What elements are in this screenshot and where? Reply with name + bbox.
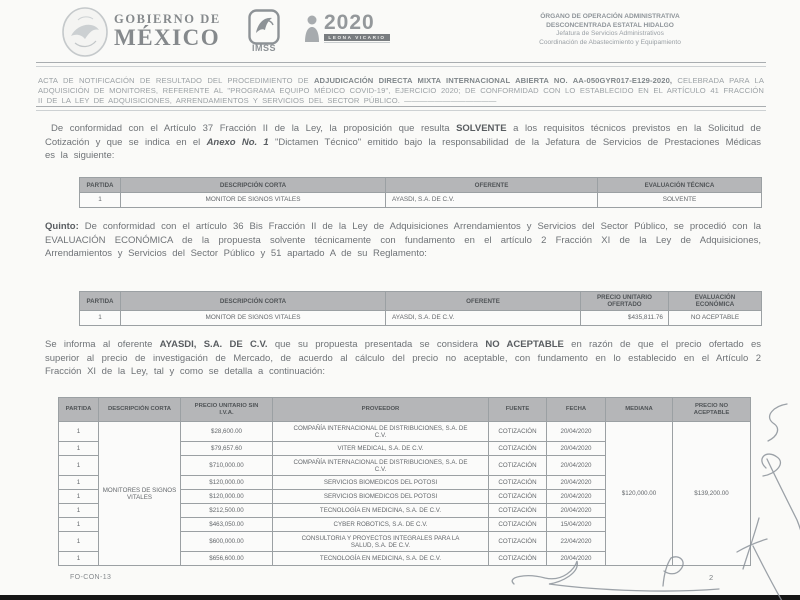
office-line4: Coordinación de Abastecimiento y Equipamiento: [539, 38, 681, 46]
cell-precio-no-aceptable-merged: $139,200.00: [673, 422, 751, 566]
cell-proveedor: TECNOLOGÍA EN MEDICINA, S.A. DE C.V.: [273, 504, 489, 518]
mexico-eagle-seal-icon: [60, 6, 110, 58]
col-evaluacion-tecnica: EVALUACIÓN TÉCNICA: [598, 178, 762, 193]
cell-descripcion-merged: MONITORES DE SIGNOS VITALES: [99, 422, 181, 566]
cell-fecha: 20/04/2020: [547, 490, 606, 504]
cell-partida: 1: [59, 422, 99, 442]
leona-vicario-subtext-line: [324, 42, 390, 45]
informa-run3: en razón de que el precio ofertado es superior al precio de investigación de Mercado, de acuerdo al cálculo del precio no aceptable, con fundamento en lo establecido en el Artículo 2 Fracción XI de la Ley, tal y como se detalla a continuación:: [45, 339, 762, 378]
gobierno-de-mexico-logo: [114, 12, 221, 50]
page-number: 2: [709, 573, 714, 582]
cell-partida: 1: [59, 490, 99, 504]
cell-fuente: COTIZACIÓN: [489, 518, 547, 532]
cell-fuente: COTIZACIÓN: [489, 422, 547, 442]
acta-run2: CELEBRADA PARA LA ADQUISICIÓN DE MONITORES, REFERENTE AL "PROGRAMA EQUIPO MÉDICO COVID-19", EJERCICIO 2020; DE CONFORMIDAD CON LO ESTABLECIDO EN EL ARTÍCULO 41 FRACCIÓN II DE LA LEY DE ADQUISICIONES, ARRENDAMIENTOS Y SERVICIOS DEL SECTOR PÚBLICO.: [38, 75, 764, 105]
form-code-label: FO-CON-13: [70, 574, 112, 581]
cell-descripcion: MONITOR DE SIGNOS VITALES: [121, 311, 386, 326]
informa-paragraph: [45, 338, 761, 379]
table-header-row: [80, 292, 762, 311]
gobierno-line1: GOBIERNO DE: [114, 12, 221, 26]
cell-partida: 1: [59, 456, 99, 476]
header-divider: [36, 62, 766, 67]
col-oferente: OFERENTE: [386, 292, 581, 311]
col-oferente: OFERENTE: [386, 178, 598, 193]
cell-proveedor: VITER MEDICAL, S.A. DE C.V.: [273, 442, 489, 456]
pen-stroke: [767, 459, 800, 536]
cell-fecha: 20/04/2020: [547, 504, 606, 518]
cell-partida: 1: [59, 442, 99, 456]
informa-keyword: NO ACEPTABLE: [485, 339, 564, 350]
economic-evaluation-table: [79, 291, 762, 326]
cell-evaluacion: SOLVENTE: [598, 193, 762, 208]
office-line3: Jefatura de Servicios Administrativos: [556, 30, 664, 38]
col-descripcion: DESCRIPCIÓN CORTA: [99, 398, 181, 422]
leona-vicario-label: LEONA VICARIO: [324, 34, 390, 41]
cell-partida: 1: [59, 476, 99, 490]
acta-title-paragraph: [38, 76, 764, 107]
solvente-run3: "Dictamen Técnico" emitido bajo la responsabilidad de la Jefatura de Servicios de Prestaciones Médicas es la siguiente:: [45, 136, 762, 162]
cell-proveedor: COMPAÑÍA INTERNACIONAL DE DISTRIBUCIONES, S.A. DE C.V.: [273, 422, 489, 442]
col-partida: PARTIDA: [80, 292, 121, 311]
table-header-row: [80, 178, 762, 193]
solvente-keyword: SOLVENTE: [456, 123, 507, 134]
table-row: [59, 422, 751, 442]
col-evaluacion-economica: EVALUACIÓN ECONÓMICA: [669, 292, 762, 311]
scan-edge-bar: [0, 595, 800, 600]
pen-stroke: [762, 454, 781, 476]
solvente-paragraph: [45, 122, 761, 163]
cell-precio: $28,600.00: [181, 422, 273, 442]
cell-partida: 1: [59, 504, 99, 518]
solvente-run2: a los requisitos técnicos previstos en la Solicitud de Cotización y que se indica en el: [45, 123, 761, 148]
cell-precio: $463,050.00: [181, 518, 273, 532]
cell-precio: $212,500.00: [181, 504, 273, 518]
acta-procedure-number: ADJUDICACIÓN DIRECTA MIXTA INTERNACIONAL ABIERTA NO. AA-050GYR017-E129-2020,: [313, 75, 673, 85]
cell-proveedor: CYBER ROBOTICS, S.A. DE C.V.: [273, 518, 489, 532]
informa-run2: que su propuesta presentada se considera: [267, 339, 486, 350]
cell-partida: 1: [80, 311, 121, 326]
cell-precio: $79,657.60: [181, 442, 273, 456]
imss-eagle-icon: [248, 9, 280, 45]
office-line2: DESCONCENTRADA ESTATAL HIDALGO: [546, 21, 674, 29]
leona-vicario-2020-logo: [303, 13, 390, 45]
office-line1: ÓRGANO DE OPERACIÓN ADMINISTRATIVA: [540, 13, 680, 20]
quinto-run1: De conformidad con el artículo 36 Bis Fracción II de la Ley de Adquisiciones Arrendamientos y Servicios del Sector Público, se procedió con la EVALUACIÓN ECONÓMICA de la propuesta solvente técnicamente con fundamento en el artículo 2 Fracción XI de la Ley de Adquisiciones, Arrendamientos y Servicios del Sector Público y 51 apartado A de su Reglamento:: [45, 221, 761, 260]
cell-fecha: 22/04/2020: [547, 532, 606, 552]
col-mediana: MEDIANA: [606, 398, 673, 422]
cell-precio: $120,000.00: [181, 490, 273, 504]
cell-partida: 1: [59, 518, 99, 532]
cell-precio: $710,000.00: [181, 456, 273, 476]
cell-precio: $435,811.76: [581, 311, 669, 326]
cell-fecha: 20/04/2020: [547, 442, 606, 456]
year-2020-label: 2020: [324, 11, 375, 34]
col-precio-sin-iva: PRECIO UNITARIO SIN I.V.A.: [181, 398, 273, 422]
cell-oferente: AYASDI, S.A. DE C.V.: [386, 311, 581, 326]
cell-partida: 1: [59, 552, 99, 566]
cell-evaluacion: NO ACEPTABLE: [669, 311, 762, 326]
cell-fuente: COTIZACIÓN: [489, 552, 547, 566]
anexo-reference: Anexo No. 1: [206, 136, 269, 148]
cell-fecha: 15/04/2020: [547, 518, 606, 532]
table-header-row: [59, 398, 751, 422]
col-partida: PARTIDA: [59, 398, 99, 422]
cell-fecha: 20/04/2020: [547, 422, 606, 442]
col-descripcion: DESCRIPCIÓN CORTA: [121, 292, 386, 311]
col-proveedor: PROVEEDOR: [273, 398, 489, 422]
cell-precio: $120,000.00: [181, 476, 273, 490]
quinto-label: Quinto:: [45, 221, 79, 232]
gobierno-line2: MÉXICO: [114, 25, 221, 50]
office-address-block: [505, 13, 715, 47]
imss-logo: [246, 9, 282, 57]
cell-fuente: COTIZACIÓN: [489, 456, 547, 476]
acta-run1: ACTA DE NOTIFICACIÓN DE RESULTADO DEL PROCEDIMIENTO DE: [38, 75, 314, 85]
informa-oferente: AYASDI, S.A. DE C.V.: [159, 339, 268, 350]
cell-partida: 1: [80, 193, 121, 208]
imss-label: IMSS: [251, 43, 276, 53]
cell-oferente: AYASDI, S.A. DE C.V.: [386, 193, 598, 208]
cell-fuente: COTIZACIÓN: [489, 504, 547, 518]
cell-precio: $600,000.00: [181, 532, 273, 552]
col-descripcion: DESCRIPCIÓN CORTA: [121, 178, 386, 193]
cell-fuente: COTIZACIÓN: [489, 532, 547, 552]
col-fuente: FUENTE: [489, 398, 547, 422]
cell-proveedor: TECNOLOGÍA EN MEDICINA, S.A. DE C.V.: [273, 552, 489, 566]
col-precio-no-aceptable: PRECIO NO ACEPTABLE: [673, 398, 751, 422]
title-divider: [36, 106, 766, 111]
cell-fecha: 20/04/2020: [547, 552, 606, 566]
table-row: [80, 311, 762, 326]
technical-evaluation-table: [79, 177, 762, 208]
cell-proveedor: COMPAÑÍA INTERNACIONAL DE DISTRIBUCIONES, S.A. DE C.V.: [273, 456, 489, 476]
pen-stroke: [768, 404, 787, 441]
cell-fuente: COTIZACIÓN: [489, 442, 547, 456]
cell-partida: 1: [59, 532, 99, 552]
col-partida: PARTIDA: [80, 178, 121, 193]
cell-descripcion: MONITOR DE SIGNOS VITALES: [121, 193, 386, 208]
cell-proveedor: CONSULTORIA Y PROYECTOS INTEGRALES PARA LA SALUD, S.A. DE C.V.: [273, 532, 489, 552]
cell-mediana-merged: $120,000.00: [606, 422, 673, 566]
cell-proveedor: SERVICIOS BIOMEDICOS DEL POTOSI: [273, 490, 489, 504]
cell-fuente: COTIZACIÓN: [489, 476, 547, 490]
col-fecha: FECHA: [547, 398, 606, 422]
cell-fecha: 20/04/2020: [547, 476, 606, 490]
table-row: [80, 193, 762, 208]
cell-fuente: COTIZACIÓN: [489, 490, 547, 504]
leona-vicario-portrait-icon: [303, 13, 320, 43]
informa-run1: Se informa al oferente: [45, 339, 160, 350]
col-precio-unitario: PRECIO UNITARIO OFERTADO: [581, 292, 669, 311]
cell-proveedor: SERVICIOS BIOMEDICOS DEL POTOSI: [273, 476, 489, 490]
cell-fecha: 20/04/2020: [547, 456, 606, 476]
pen-stroke: [753, 546, 782, 600]
cell-precio: $656,600.00: [181, 552, 273, 566]
acta-dash-fill: ————————————: [404, 96, 497, 105]
market-research-table: [58, 397, 751, 566]
quinto-paragraph: [45, 220, 761, 261]
solvente-run1: De conformidad con el Artículo 37 Fracción II de la Ley, la proposición que resulta: [51, 123, 457, 134]
